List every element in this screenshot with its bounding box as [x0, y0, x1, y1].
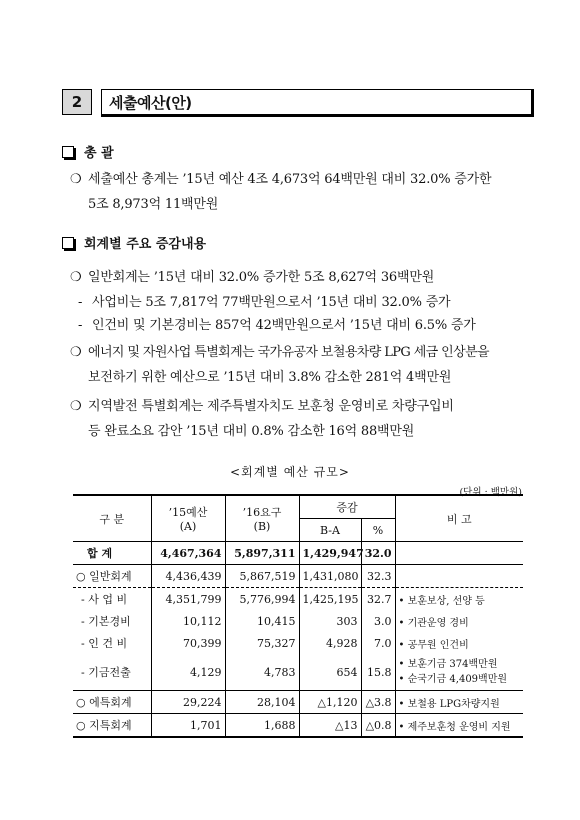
section-number: 2 [62, 89, 92, 115]
account-item [70, 341, 489, 360]
row-remarks: • 보철용 LPG차량지원 [395, 691, 523, 714]
circle-bullet-icon: ❍ [70, 270, 82, 285]
row-2015: 70,399 [151, 632, 225, 654]
overview-heading [62, 142, 114, 161]
row-remarks [395, 565, 523, 588]
row-category: - 인 건 비 [81, 637, 128, 650]
row-diff: 1,429,947 [299, 542, 361, 565]
circle-bullet-icon: ❍ [70, 345, 82, 360]
row-2016: 10,415 [225, 610, 299, 632]
budget-table [73, 494, 523, 738]
header-change: 증감 [299, 495, 395, 519]
row-category: ○ 지특회계 [73, 714, 151, 738]
row-remarks [395, 542, 523, 565]
row-pct: △0.8 [361, 714, 395, 738]
row-2016: 5,897,311 [225, 542, 299, 565]
row-remarks [395, 654, 523, 691]
row-remarks: • 제주보훈청 운영비 지원 [395, 714, 523, 738]
account-item-cont: 보전하기 위한 예산으로 ’15년 대비 3.8% 감소한 281억 4백만원 [88, 370, 452, 385]
row-pct: 32.3 [361, 565, 395, 588]
account-subitem-text: 사업비는 5조 7,817억 77백만원으로서 ’15년 대비 32.0% 증가 [92, 295, 451, 310]
row-remarks: • 공무원 인건비 [395, 632, 523, 654]
row-2015: 10,112 [151, 610, 225, 632]
section-header [62, 89, 534, 115]
header-remarks: 비 고 [395, 495, 523, 542]
row-pct: 3.0 [361, 610, 395, 632]
circle-bullet-icon: ❍ [70, 399, 82, 414]
row-2015: 4,351,799 [151, 588, 225, 611]
by-account-heading-text: 회계별 주요 증감내용 [84, 237, 207, 252]
row-diff: 303 [299, 610, 361, 632]
row-pct: 15.8 [361, 654, 395, 691]
row-pct: 7.0 [361, 632, 395, 654]
by-account-heading [62, 233, 206, 252]
header-diff: B-A [299, 519, 361, 542]
row-diff: △1,120 [299, 691, 361, 714]
table-row [73, 691, 523, 714]
table-row [73, 565, 523, 588]
overview-heading-text: 총 괄 [84, 146, 114, 161]
header-pct: % [361, 519, 395, 542]
account-item-text: 지역발전 특별회계는 제주특별자치도 보훈청 운영비로 차량구입비 [88, 399, 454, 414]
row-2015: 1,701 [151, 714, 225, 738]
row-pct: 32.7 [361, 588, 395, 611]
square-bullet-icon [62, 237, 74, 249]
row-2016: 5,776,994 [225, 588, 299, 611]
account-subitem [78, 291, 450, 310]
row-pct: 32.0 [361, 542, 395, 565]
header-category: 구 분 [73, 495, 151, 542]
row-2016: 5,867,519 [225, 565, 299, 588]
table-row [73, 632, 523, 654]
square-bullet-icon [62, 146, 74, 158]
row-diff: 1,425,195 [299, 588, 361, 611]
table-unit: (단위 : 백만원) [459, 487, 522, 498]
circle-bullet-icon: ❍ [70, 172, 82, 187]
table-caption: <회계별 예산 규모> [230, 465, 350, 479]
dash-bullet: - [78, 318, 83, 333]
table-row [73, 654, 523, 691]
row-2015: 4,436,439 [151, 565, 225, 588]
row-pct: △3.8 [361, 691, 395, 714]
row-2015: 29,224 [151, 691, 225, 714]
overview-text-1: 세출예산 총계는 ’15년 예산 4조 4,673억 64백만원 대비 32.0% 증가한 [88, 172, 492, 187]
section-title: 세출예산(안) [101, 89, 534, 117]
row-2016: 75,327 [225, 632, 299, 654]
overview-line-2: 5조 8,973억 11백만원 [88, 197, 219, 212]
account-subitem-text: 인건비 및 기본경비는 857억 42백만원으로서 ’15년 대비 6.5% 증가 [92, 318, 476, 333]
row-2016: 28,104 [225, 691, 299, 714]
row-2016: 1,688 [225, 714, 299, 738]
account-item-text: 일반회계는 ’15년 대비 32.0% 증가한 5조 8,627억 36백만원 [88, 270, 435, 285]
account-item-text: 에너지 및 자원사업 특별회계는 국가유공자 보철용차량 LPG 세금 인상분을 [88, 345, 490, 360]
account-item [70, 266, 434, 285]
table-row [73, 610, 523, 632]
row-diff: 4,928 [299, 632, 361, 654]
row-remarks: • 기관운영 경비 [395, 610, 523, 632]
row-category: ○ 일반회계 [73, 565, 151, 588]
remark-line: • 보훈기금 374백만원 [398, 659, 498, 670]
table-row [73, 542, 523, 565]
table-row [73, 714, 523, 738]
header-2015: ’15예산 (A) [151, 495, 225, 542]
row-2016: 4,783 [225, 654, 299, 691]
overview-line-1 [70, 168, 491, 187]
row-2015: 4,129 [151, 654, 225, 691]
header-2016: ’16요구 (B) [225, 495, 299, 542]
row-diff: △13 [299, 714, 361, 738]
account-item [70, 395, 454, 414]
row-category: - 기본경비 [81, 615, 131, 628]
dash-bullet: - [78, 295, 83, 310]
table-row [73, 588, 523, 611]
row-category: - 기금전출 [81, 666, 131, 679]
account-subitem [78, 314, 476, 333]
row-2015: 4,467,364 [151, 542, 225, 565]
row-category: ○ 에특회계 [73, 691, 151, 714]
row-remarks: • 보훈보상, 선양 등 [395, 588, 523, 611]
row-diff: 1,431,080 [299, 565, 361, 588]
row-category: - 사 업 비 [73, 588, 151, 611]
row-category: 합 계 [87, 547, 113, 560]
account-item-cont: 등 완료소요 감안 ’15년 대비 0.8% 감소한 16억 88백만원 [88, 424, 415, 439]
row-diff: 654 [299, 654, 361, 691]
remark-line: • 순국기금 4,409백만원 [398, 674, 508, 685]
